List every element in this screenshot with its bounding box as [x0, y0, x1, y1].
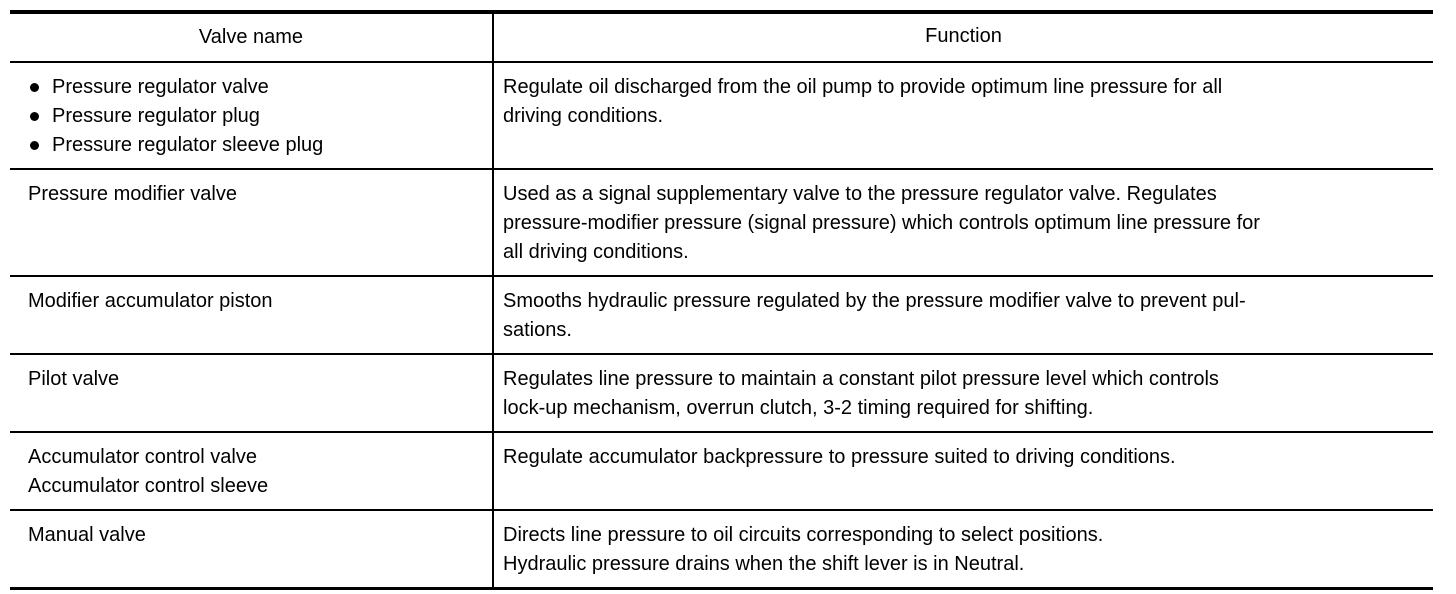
valve-name: Pressure regulator plug	[52, 105, 260, 127]
function-line: Regulate oil discharged from the oil pump to provide optimum line pressure for all	[503, 76, 1223, 98]
function-line: Used as a signal supplementary valve to the pressure regulator valve. Regulates	[503, 183, 1217, 205]
valve-name-cell	[10, 354, 493, 432]
table-row	[10, 432, 1433, 510]
valve-name: Pressure regulator sleeve plug	[52, 134, 324, 156]
list-item	[28, 102, 482, 131]
valve-name: Modifier accumulator piston	[28, 290, 273, 312]
valve-table	[10, 14, 1433, 587]
list-item	[28, 131, 482, 160]
function-line: driving conditions.	[503, 105, 664, 127]
function-cell	[493, 510, 1433, 587]
function-line: all driving conditions.	[503, 241, 689, 263]
function-line: Hydraulic pressure drains when the shift lever is in Neutral.	[503, 553, 1025, 575]
valve-name: Pressure modifier valve	[28, 183, 237, 205]
header-row	[10, 14, 1433, 62]
header-function: Function	[493, 14, 1433, 62]
table-bottom-rule	[10, 587, 1433, 590]
valve-bullet-list	[28, 73, 482, 160]
valve-name: Pilot valve	[28, 368, 120, 390]
function-cell	[493, 354, 1433, 432]
bullet-icon	[30, 83, 39, 92]
function-line: Regulate accumulator backpressure to pressure suited to driving conditions.	[503, 446, 1176, 468]
valve-name-cell	[10, 62, 493, 169]
function-line: Smooths hydraulic pressure regulated by the pressure modifier valve to prevent pul-	[503, 290, 1246, 312]
valve-name: Pressure regulator valve	[52, 76, 269, 98]
list-item	[28, 73, 482, 102]
table-row	[10, 510, 1433, 587]
header-valve-name: Valve name	[10, 14, 493, 62]
table-row	[10, 62, 1433, 169]
valve-name: Manual valve	[28, 524, 146, 546]
function-line: Directs line pressure to oil circuits corresponding to select positions.	[503, 524, 1104, 546]
valve-name-cell	[10, 510, 493, 587]
valve-name: Accumulator control sleeve	[28, 475, 269, 497]
bullet-icon	[30, 112, 39, 121]
table-row	[10, 354, 1433, 432]
valve-name-cell	[10, 169, 493, 276]
function-cell	[493, 62, 1433, 169]
bullet-icon	[30, 141, 39, 150]
function-line: lock-up mechanism, overrun clutch, 3-2 timing required for shifting.	[503, 397, 1094, 419]
valve-function-table	[10, 10, 1433, 590]
valve-name-cell	[10, 276, 493, 354]
function-cell	[493, 169, 1433, 276]
function-line: Regulates line pressure to maintain a constant pilot pressure level which controls	[503, 368, 1219, 390]
valve-name: Accumulator control valve	[28, 446, 257, 468]
function-cell	[493, 276, 1433, 354]
function-line: sations.	[503, 319, 572, 341]
table-body	[10, 62, 1433, 587]
function-line: pressure-modifier pressure (signal pressure) which controls optimum line pressure for	[503, 212, 1260, 234]
table-row	[10, 276, 1433, 354]
valve-name-cell	[10, 432, 493, 510]
table-row	[10, 169, 1433, 276]
function-cell	[493, 432, 1433, 510]
